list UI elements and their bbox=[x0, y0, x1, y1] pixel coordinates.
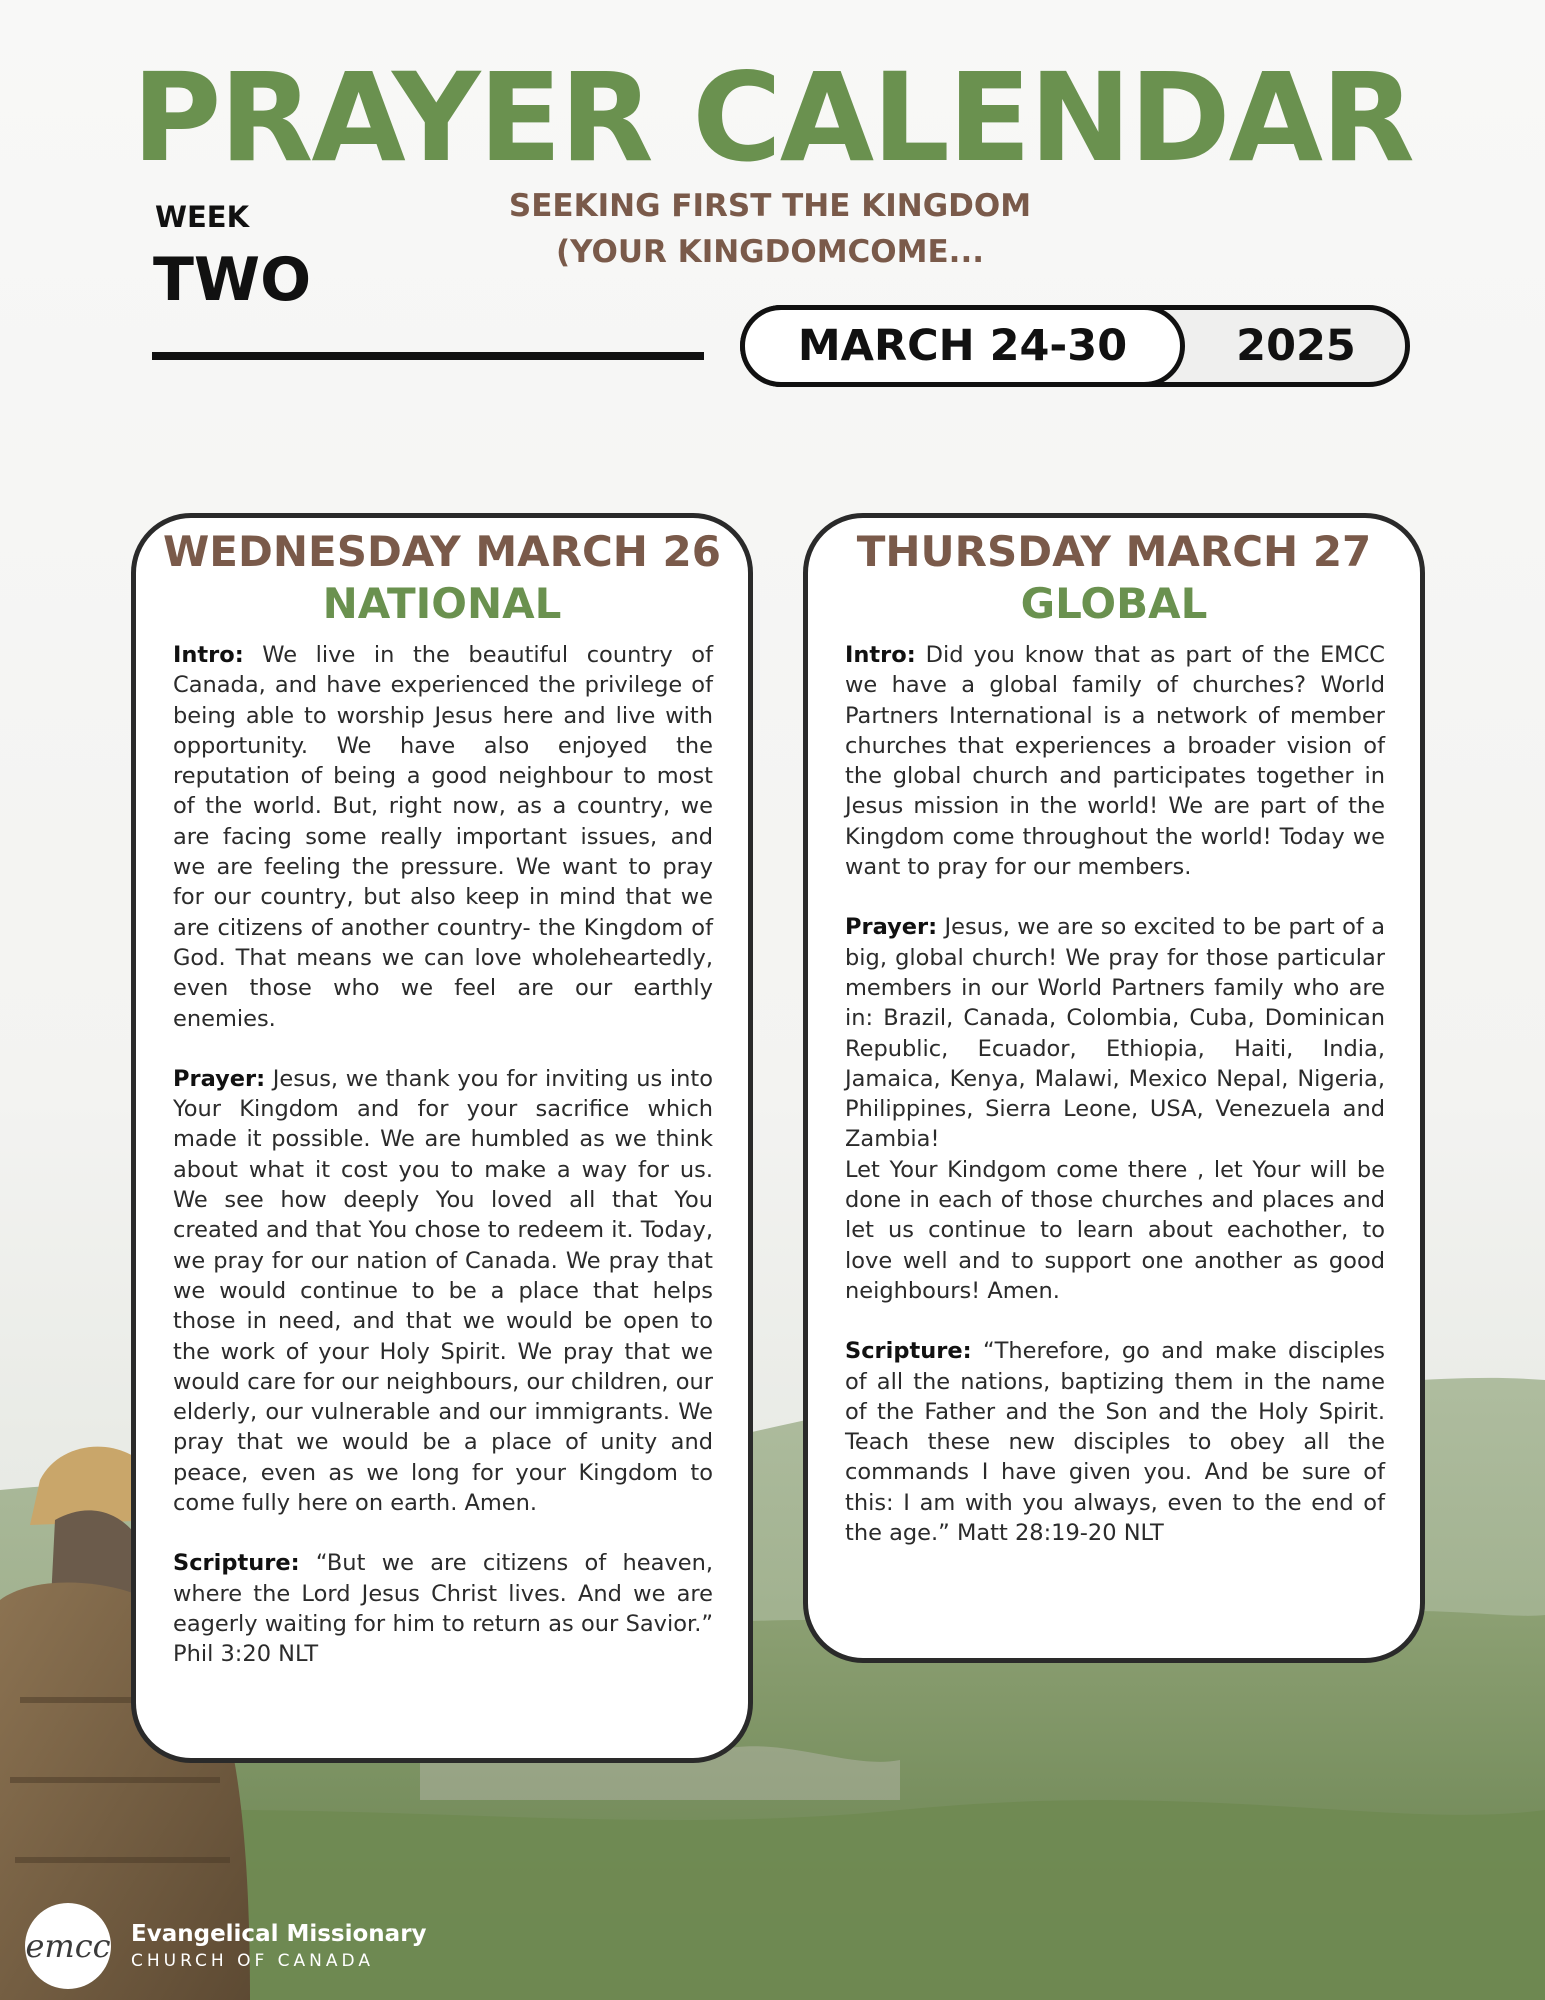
org-name-line-2: CHURCH OF CANADA bbox=[131, 1951, 374, 1971]
scripture-text: “Therefore, go and make disciples of all the nations, baptizing them in the name of the Father and the Son and the Holy Spirit. Teach these new disciples to obey all the commands I have given you. And be sure of this: I am with you always, even to the end of the age.” Matt 28:19-20 NLT bbox=[845, 1338, 1386, 1547]
week-label: WEEK bbox=[155, 200, 250, 234]
date-range: MARCH 24-30 bbox=[740, 305, 1185, 387]
prayer-text: Jesus, we thank you for inviting us into Your Kingdom and for your sacrifice which made it possible. We are humbled as we think about what it cost you to make a way for us. We see how deeply You loved all that You created and that You chose to redeem it. Today, we pray for our nation of Canada. We pray that we would continue to be a place that helps those in need, and that we would be open to the work of your Holy Spirit. We pray that we would care for our neighbours, our children, our elderly, our vulnerable and our immigrants. We pray that we would be a place of unity and peace, even as we long for your Kingdom to come fully here on earth. Amen. bbox=[173, 1065, 713, 1517]
intro-paragraph bbox=[845, 640, 1385, 882]
card-day-heading: THURSDAY MARCH 27 bbox=[856, 527, 1372, 576]
day-card-thursday bbox=[803, 513, 1425, 1663]
intro-label: Intro: bbox=[173, 642, 244, 668]
date-year: 2025 bbox=[1236, 321, 1356, 371]
prayer-paragraph bbox=[845, 912, 1385, 1154]
scripture-paragraph bbox=[845, 1336, 1385, 1548]
card-day-heading: WEDNESDAY MARCH 26 bbox=[162, 527, 722, 576]
week-value: TWO bbox=[153, 245, 312, 315]
intro-text: We live in the beautiful country of Canada, and have experienced the privilege of being able to worship Jesus here and live with opportunity. We have also enjoyed the reputation of being a good neighbour to most of the world. But, right now, as a country, we are facing some really important issues, and we are feeling the pressure. We want to pray for our country, but also keep in mind that we are citizens of another country- the Kingdom of God. That means we can love wholeheartedly, even those who we feel are our earthly enemies. bbox=[173, 642, 713, 1032]
header-divider bbox=[152, 352, 704, 360]
prayer-label: Prayer: bbox=[173, 1065, 266, 1092]
scripture-text: “But we are citizens of heaven, where the Lord Jesus Christ lives. And we are eagerly waiting for him to return as our Savior.” Phil 3:20 NLT bbox=[173, 1550, 714, 1668]
prayer-text: Jesus, we are so excited to be part of a big, global church! We pray for those particular members in our World Partners family who are in: Brazil, Canada, Colombia, Cuba, Dominican Republic, Ecuador, Ethiopia, Haiti, India, Jamaica, Kenya, Malawi, Mexico Nepal, Nigeria, Philippines, Sierra Leone, USA, Venezuela and Zambia! bbox=[845, 914, 1385, 1153]
org-name bbox=[131, 1921, 427, 1971]
intro-text: Did you know that as part of the EMCC we have a global family of churches? World Partners International is a network of member churches that experiences a broader vision of the global church and participates together in Jesus mission in the world! We are part of the Kingdom come throughout the world! Today we want to pray for our members. bbox=[845, 642, 1385, 881]
subtitle-line-1: SEEKING FIRST THE KINGDOM bbox=[508, 188, 1032, 224]
scripture-label: Scripture: bbox=[845, 1338, 972, 1365]
day-card-wednesday bbox=[131, 513, 753, 1763]
prayer-label: Prayer: bbox=[845, 914, 938, 941]
date-pill bbox=[740, 305, 1410, 387]
prayer-continuation: Let Your Kindgom come there , let Your will be done in each of those churches and places and let us continue to learn about eachother, to love well and to support one another as good neighbours! Amen. bbox=[845, 1156, 1385, 1304]
org-name-line-1: Evangelical Missionary bbox=[131, 1921, 427, 1947]
subtitle-line-2: (YOUR KINGDOMCOME... bbox=[555, 234, 985, 270]
card-category: NATIONAL bbox=[322, 579, 562, 628]
intro-label: Intro: bbox=[845, 642, 916, 668]
card-category: GLOBAL bbox=[1020, 579, 1208, 628]
emcc-logo bbox=[25, 1903, 427, 1989]
page-title: PRAYER CALENDAR bbox=[132, 47, 1413, 189]
subtitle bbox=[460, 183, 1080, 275]
scripture-label: Scripture: bbox=[173, 1550, 300, 1577]
card-body bbox=[845, 640, 1385, 1548]
scripture-paragraph bbox=[173, 1548, 713, 1669]
intro-paragraph bbox=[173, 640, 713, 1034]
card-body bbox=[173, 640, 713, 1670]
emcc-logo-mark: emcc bbox=[25, 1903, 111, 1989]
prayer-paragraph bbox=[173, 1064, 713, 1518]
